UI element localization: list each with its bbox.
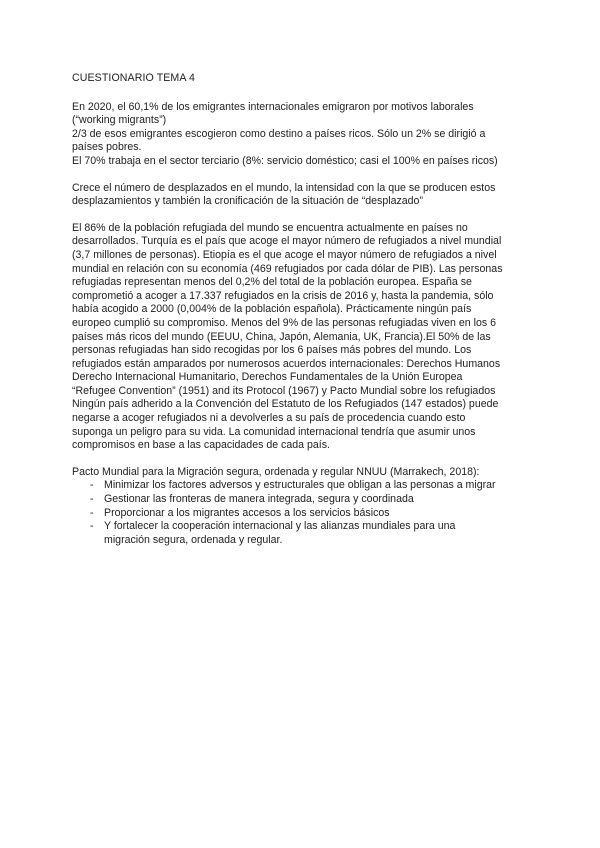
document-page — [72, 72, 542, 560]
text-line: Y fortalecer la cooperación internacional y las alianzas mundiales para una — [104, 520, 456, 533]
migration-paragraph — [72, 101, 542, 169]
text-line: (“working migrants”) — [72, 114, 167, 127]
text-line: había acogido a 2000 (0,004% de la población española). Prácticamente ningún país — [72, 303, 472, 316]
text-line: negarse a acoger refugiados ni a devolverles a su país de procedencia cuando esto — [72, 412, 466, 425]
text-line: Derecho Internacional Humanitario, Derechos Fundamentales de la Unión Europea — [72, 371, 463, 384]
text-line: Gestionar las fronteras de manera integrada, segura y coordinada — [104, 493, 414, 506]
text-line: suponga un peligro para su vida. La comunidad internacional tendría que asumir unos — [72, 425, 476, 438]
text-line: europeo cumplió su compromiso. Menos del 9% de las personas refugiadas viven en los 6 — [72, 316, 496, 329]
displacement-paragraph — [72, 182, 542, 209]
text-line: El 86% de la población refugiada del mundo se encuentra actualmente en países no — [72, 221, 468, 234]
list-item — [72, 493, 542, 507]
list-dash: - — [90, 493, 94, 506]
text-line: Ningún país adherido a la Convención del Estatuto de los Refugiados (147 estados) puede — [72, 398, 499, 411]
list-item — [72, 520, 542, 547]
list-dash: - — [90, 520, 94, 533]
list-dash: - — [90, 479, 94, 492]
text-line: desplazamientos y también la cronificación de la situación de “desplazado” — [72, 195, 423, 208]
text-line: En 2020, el 60,1% de los emigrantes internacionales emigraron por motivos laborales — [72, 100, 474, 113]
text-line: (3,7 millones de personas). Etiopía es el que acoge el mayor número de refugiados a nivel — [72, 248, 497, 261]
text-line: desarrollados. Turquía es el país que acoge el mayor número de refugiados a nivel mundial — [72, 235, 502, 248]
text-line: 2/3 de esos emigrantes escogieron como destino a países ricos. Sólo un 2% se dirigió a — [72, 127, 486, 140]
document-title: CUESTIONARIO TEMA 4 — [72, 72, 195, 84]
text-line: Proporcionar a los migrantes accesos a los servicios básicos — [104, 506, 390, 519]
text-line: “Refugee Convention” (1951) and its Protocol (1967) y Pacto Mundial sobre los refugiados — [72, 384, 496, 397]
text-line: personas refugiadas han sido recogidas por los 6 países más pobres del mundo. Los — [72, 344, 472, 357]
pact-intro: Pacto Mundial para la Migración segura, ordenada y regular NNUU (Marrakech, 2018): — [72, 465, 480, 478]
text-line: refugiados están amparados por numerosos acuerdos internacionales: Derechos Humanos — [72, 357, 501, 370]
text-line: comprometió a acoger a 17.337 refugiados en la crisis de 2016 y, hasta la pandemia, sólo — [72, 289, 494, 302]
list-dash: - — [90, 506, 94, 519]
text-line: compromisos en base a las capacidades de cada país. — [72, 439, 330, 452]
text-line: países más ricos del mundo (EEUU, China, Japón, Alemania, UK, Francia).El 50% de las — [72, 330, 491, 343]
text-line: Crece el número de desplazados en el mundo, la intensidad con la que se producen estos — [72, 181, 496, 194]
text-line: países pobres. — [72, 141, 142, 154]
list-item — [72, 507, 542, 521]
text-line: El 70% trabaja en el sector terciario (8%: servicio doméstico; casi el 100% en países ricos) — [72, 154, 498, 167]
list-item — [72, 479, 542, 493]
pact-list — [72, 479, 542, 547]
text-line: Minimizar los factores adversos y estructurales que obligan a las personas a migrar — [104, 479, 496, 492]
text-line: mundial en relación con su economía (469 refugiados por cada dólar de PIB). Las personas — [72, 262, 503, 275]
text-line: migración segura, ordenada y regular. — [104, 533, 283, 546]
pact-section — [72, 466, 542, 548]
refugees-paragraph — [72, 222, 542, 453]
text-line: refugiadas representan menos del 0,2% del total de la población europea. España se — [72, 276, 472, 289]
